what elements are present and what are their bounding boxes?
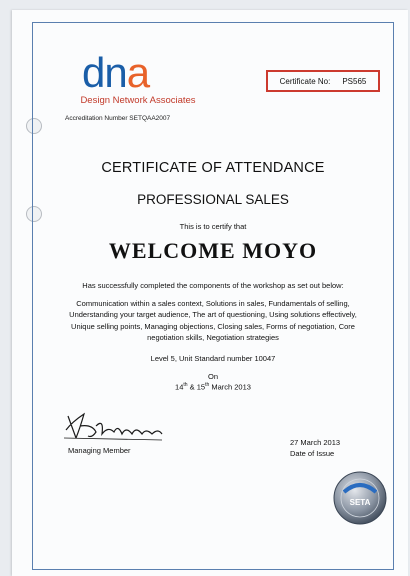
date-suffix-1: th: [183, 382, 188, 388]
logo-dn: dn: [82, 49, 127, 96]
accreditation-number: Accreditation Number SETQAA2007: [65, 115, 171, 122]
logo-a: a: [126, 49, 150, 96]
recipient-name: WELCOME MOYO: [108, 238, 318, 263]
date-suffix-2: th: [205, 382, 210, 388]
date-month-year: March 2013: [209, 382, 251, 392]
date-day-2: 15: [196, 382, 206, 392]
unit-standard-level: Level 5, Unit Standard number 10047: [150, 354, 276, 363]
signer-title: Managing Member: [68, 446, 131, 455]
workshop-dates: [32, 382, 394, 392]
workshop-topics: Communication within a sales context, Solutions in sales, Fundamentals of selling, Understanding your target audience, The art of questioning, Using solutions effectively, Unique selling points, Managing objections, Closing sales, Forms of negotiation, Core negotiation skills, Negotiation strategies: [69, 299, 357, 343]
dna-logo: [82, 49, 150, 96]
date-day-1: 14: [175, 382, 184, 392]
certificate-number-value: PS565: [342, 76, 367, 86]
issue-date: 27 March 2013: [290, 438, 341, 447]
seal-text: SETA: [349, 498, 371, 507]
certificate-number-box: [266, 70, 380, 92]
on-label: On: [207, 372, 218, 381]
certificate-title: CERTIFICATE OF ATTENDANCE: [101, 160, 325, 176]
certify-text: This is to certify that: [179, 222, 247, 231]
signature-image: [62, 404, 166, 444]
issue-date-label: Date of Issue: [290, 449, 335, 458]
logo-subtitle: Design Network Associates: [80, 95, 196, 106]
certificate-number-label: Certificate No:: [279, 76, 331, 86]
completion-statement: Has successfully completed the components of the workshop as set out below:: [82, 281, 344, 290]
seta-seal-icon: [332, 470, 388, 526]
date-ampersand: &: [187, 382, 197, 392]
course-title: PROFESSIONAL SALES: [137, 192, 289, 207]
